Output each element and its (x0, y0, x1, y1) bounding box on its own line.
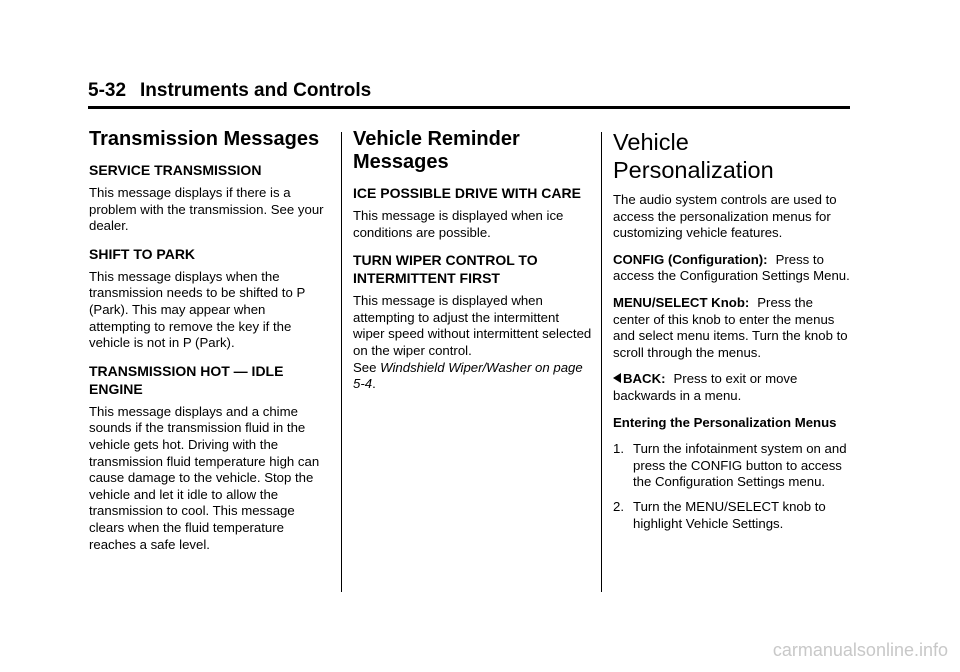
column-vehicle-reminder (353, 128, 593, 403)
see-label: See (353, 359, 377, 375)
turn-wiper-text (353, 293, 593, 393)
section-title: Instruments and Controls (140, 80, 372, 101)
config-paragraph (613, 252, 853, 285)
page-number: 5-32 (88, 80, 127, 101)
transmission-hot-text: This message displays and a chime sounds if the transmission fluid in the vehicle gets hot. Driving with the transmission fluid temperature high can cause damage to the vehicle. Stop the vehicle and let it idle to allow the transmission to cool. This message clears when the fluid temperature reaches a safe level. (89, 403, 320, 552)
wiper-reference-link[interactable]: Windshield Wiper/Washer on page 5-4 (353, 359, 583, 392)
step-text: Turn the MENU/SELECT knob to highlight Vehicle Settings. (633, 498, 826, 531)
column-vehicle-personalization (613, 128, 853, 540)
list-item (613, 499, 853, 532)
menu-select-label: MENU/SELECT Knob: (613, 294, 750, 310)
column-transmission-messages (89, 128, 329, 563)
steps-list (613, 441, 853, 532)
entering-menus-subheading: Entering the Personalization Menus (613, 414, 837, 430)
turn-wiper-heading: TURN WIPER CONTROL TO INTERMITTENT FIRST (353, 252, 538, 287)
turn-wiper-body: This message is displayed when attempting to adjust the intermittent wiper speed without intermittent selected on the wiper control. (353, 293, 592, 358)
personalization-intro: The audio system controls are used to access the personalization menus for customizing vehicle features. (613, 192, 837, 241)
back-label: BACK: (623, 371, 666, 387)
step-number: 2. (613, 498, 624, 514)
service-transmission-heading: SERVICE TRANSMISSION (89, 162, 262, 178)
transmission-hot-heading: TRANSMISSION HOT — IDLE ENGINE (89, 362, 284, 397)
menu-select-text: Press the center of this knob to enter the menus and select menu items. Turn the knob to scroll through the menus. (613, 294, 848, 360)
column-divider-2 (601, 132, 602, 592)
column-divider-1 (341, 132, 342, 592)
menu-select-paragraph (613, 295, 853, 361)
transmission-messages-title: Transmission Messages (89, 128, 320, 150)
service-transmission-text: This message displays if there is a problem with the transmission. See your dealer. (89, 185, 324, 234)
back-text: Press to exit or move backwards in a menu. (613, 371, 798, 403)
list-item (613, 441, 853, 491)
back-arrow-icon (613, 373, 621, 383)
watermark: carmanualsonline.info (772, 640, 948, 660)
ice-possible-text: This message is displayed when ice conditions are possible. (353, 208, 564, 240)
header-text (88, 80, 371, 102)
shift-to-park-heading: SHIFT TO PARK (89, 245, 196, 262)
step-text: Turn the infotainment system on and press the CONFIG button to access the Configuration Settings menu. (633, 441, 847, 490)
config-text: Press to access the Configuration Settings Menu. (613, 251, 850, 284)
vehicle-reminder-title: Vehicle Reminder Messages (353, 128, 520, 173)
ice-possible-heading: ICE POSSIBLE DRIVE WITH CARE (353, 185, 581, 201)
vehicle-personalization-title: Vehicle Personalization (613, 129, 774, 183)
back-paragraph (613, 371, 853, 404)
reference-end: . (372, 376, 376, 392)
config-label: CONFIG (Configuration): (613, 251, 768, 267)
step-number: 1. (613, 441, 624, 457)
page-header (88, 80, 850, 109)
shift-to-park-text: This message displays when the transmission needs to be shifted to P (Park). This may appear when attempting to remove the key if the vehicle is not in P (Park). (89, 268, 306, 351)
